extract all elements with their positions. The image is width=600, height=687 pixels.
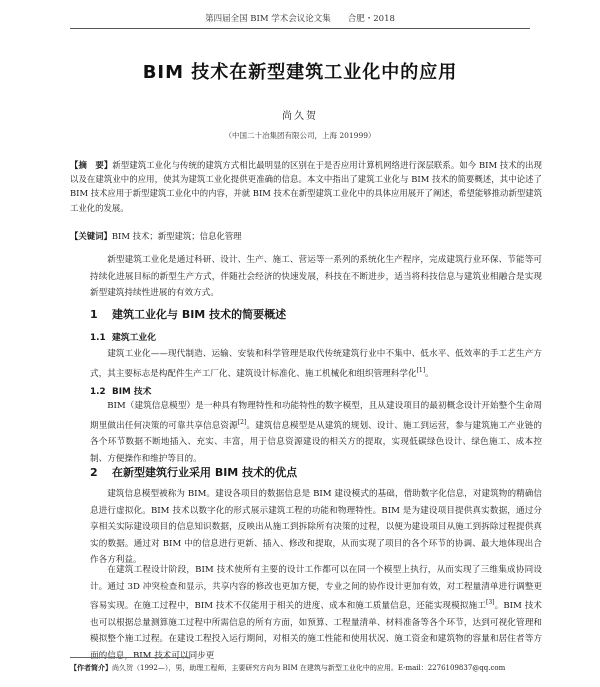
subsection-1-1-title: 建筑工业化 bbox=[112, 333, 156, 343]
section-2-heading bbox=[90, 464, 297, 480]
footnote-label: 【作者简介】 bbox=[70, 663, 112, 672]
section-2-paragraph-2 bbox=[90, 562, 542, 664]
subsection-1-2-text: BIM（建筑信息模型）是一种具有物理特性和功能特性的数字模型，且从建设项目的最初概念设计开始整个生命周期里做出任何决策的可靠共享信息资源 bbox=[90, 401, 542, 431]
section-2-text-2-tail: 。BIM 技术也可以根据总量测算施工过程中所需信息的所有方面，如预算、工程量清单、材料准备等各个环节，达到可视化管理和模拟整个施工过程。在建设工程投入运行期间，对相关的施工性能和使用状况、施工资金和建筑物的容量和居住者等方面的信息，BIM 技术可以同步更 bbox=[90, 601, 542, 661]
keywords-text: BIM 技术；新型建筑；信息化管理 bbox=[111, 231, 242, 241]
section-2-title: 在新型建筑行业采用 BIM 技术的优点 bbox=[112, 466, 298, 479]
footnote-rule bbox=[70, 657, 190, 658]
paper-title: BIM 技术在新型建筑工业化中的应用 bbox=[142, 62, 458, 83]
keywords bbox=[70, 230, 542, 242]
author-affiliation: （中国二十冶集团有限公司，上海 201999） bbox=[224, 131, 376, 140]
citation-2: [2] bbox=[237, 418, 247, 426]
running-header: 第四届全国 BIM 学术会议论文集 合肥・2018 bbox=[205, 14, 395, 24]
intro-paragraph bbox=[90, 252, 542, 302]
header-rule bbox=[70, 28, 530, 29]
intro-text: 新型建筑工业化是通过科研、设计、生产、施工、营运等一系列的系统化生产程序，完成建筑行业环保、节能等可持续化进展目标的新型生产方式，伴随社会经济的快速发展，科技在不断进步，适当将科技信息与建筑业相融合是实现新型建筑持续性进展的有效方式。 bbox=[90, 255, 542, 299]
abstract bbox=[70, 158, 542, 215]
subsection-1-2-heading bbox=[90, 384, 151, 397]
author-name: 尚久贺 bbox=[282, 111, 318, 122]
footnote-text: 尚久贺（1992—），男，助理工程师，主要研究方向为 BIM 在建筑与新型工业化中的应用。E-mail：2276109837@qq.com bbox=[112, 664, 506, 672]
subsection-1-1-paragraph bbox=[90, 346, 542, 382]
section-2-text-1: 建筑信息模型被称为 BIM。建设各项目的数据信息是 BIM 建设模式的基础，借助数字化信息，对建筑物的精确信息进行虚拟化。BIM 技术以数字化的形式展示建筑工程的功能和物理特性。BIM 是为建设项目提供真实数据，通过分享相关实际建设项目的信息知识数据，反映出从施工到拆除所有决策的过程，以便为建设项目从施工到拆除过程提供真实的数据。通过对 BIM 中的信息进行更新、插入、修改和提取，从而实现了项目的各个环节的协调、最大地体现出合作各方利益。 bbox=[90, 489, 542, 566]
section-1-heading bbox=[90, 306, 286, 322]
section-2-paragraph-1 bbox=[90, 486, 542, 569]
subsection-1-1-number: 1.1 bbox=[90, 333, 106, 343]
subsection-1-2-title: BIM 技术 bbox=[112, 387, 152, 397]
subsection-1-1-tail: 。 bbox=[425, 368, 434, 379]
citation-1: [1] bbox=[416, 366, 426, 374]
subsection-1-2-paragraph bbox=[90, 398, 542, 467]
abstract-text: 新型建筑工业化与传统的建筑方式相比最明显的区别在于是否应用计算机网络进行深层联系。如今 BIM 技术的出现以及在建筑业中的应用，使其为建筑工业化提供更准确的信息。本文中指出了建筑工业化与 BIM 技术的简要概述，其中论述了 BIM 技术应用于新型建筑工业化中的内容，并就 BIM 技术在新型建筑工业化中的具体应用展开了阐述，希望能够推动新型建筑工业化的发展。 bbox=[70, 160, 543, 213]
section-1-number: 1 bbox=[90, 308, 98, 321]
section-2-text-2: 在建筑工程设计阶段，BIM 技术使所有主要的设计工作都可以在同一个模型上执行，从而实现了三维集成协同设计。通过 3D 冲突检查和显示，共享内容的修改也更加方便，专业之间的协作设计更加有效，对工程量清单进行调整更容易实现。在施工过程中，BIM 技术不仅能用于相关的进度、成本和施工质量信息，还能实现模拟施工 bbox=[90, 565, 542, 612]
abstract-label: 【摘 要】 bbox=[70, 160, 113, 170]
section-1-title: 建筑工业化与 BIM 技术的简要概述 bbox=[112, 308, 287, 321]
keywords-label: 【关键词】 bbox=[70, 231, 112, 241]
author-footnote bbox=[70, 663, 542, 673]
subsection-1-2-tail: 。建筑信息模型是从建筑的规划、设计、施工到运营，参与建筑施工产业链的各个环节数据不断地插入、充实、丰富，用于信息资源建设的相关方的提取，实现低碳绿色设计、绿色施工、成本控制、方便操作和维护等目的。 bbox=[90, 420, 542, 464]
subsection-1-1-text: 建筑工业化——现代制造、运输、安装和科学管理是取代传统建筑行业中不集中、低水平、低效率的手工艺生产方式，其主要标志是构配件生产工厂化、建筑设计标准化、施工机械化和组织管理科学化 bbox=[90, 349, 542, 379]
subsection-1-1-heading bbox=[90, 330, 156, 343]
subsection-1-2-number: 1.2 bbox=[90, 387, 106, 397]
citation-3: [3] bbox=[486, 599, 495, 607]
section-2-number: 2 bbox=[90, 466, 98, 479]
